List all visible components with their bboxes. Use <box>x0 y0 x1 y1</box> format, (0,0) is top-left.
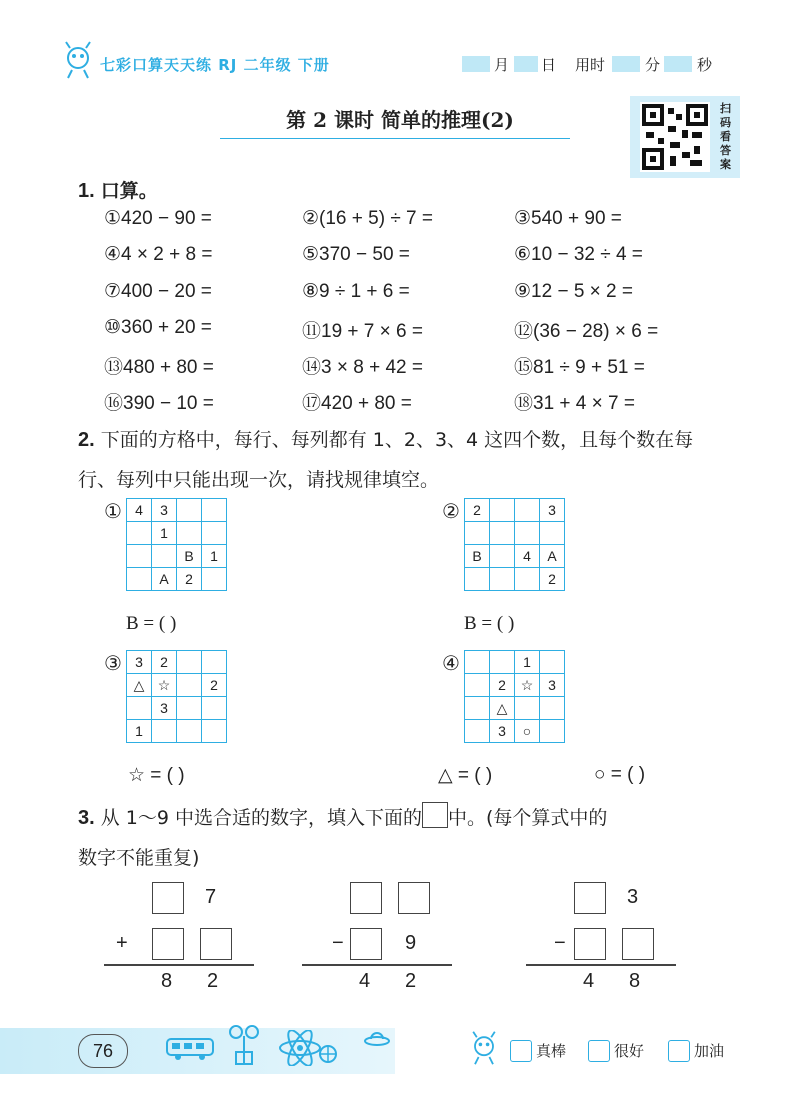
book-title: 七彩口算天天练 RJ 二年级 下册 <box>100 56 330 74</box>
digit: 9 <box>405 932 417 954</box>
grid-row <box>465 651 565 674</box>
grid-cell[interactable] <box>177 522 202 545</box>
digit-box[interactable] <box>574 882 606 914</box>
grid-cell[interactable] <box>177 720 202 743</box>
grid-cell[interactable] <box>202 499 227 522</box>
calc-item[interactable]: ⑪19 + 7 × 6 = <box>302 321 423 342</box>
day-field[interactable] <box>514 56 538 72</box>
footer-mascot-icon <box>466 1030 502 1070</box>
grid-cell[interactable] <box>177 697 202 720</box>
grid-cell[interactable]: 2 <box>177 568 202 591</box>
calc-item[interactable]: ⑰420 + 80 = <box>302 393 412 414</box>
grid-row <box>127 697 227 720</box>
grid-cell[interactable]: 3 <box>152 697 177 720</box>
grid-cell[interactable] <box>540 522 565 545</box>
seconds-label: 秒 <box>697 56 713 74</box>
result-digit: 8 <box>161 970 173 992</box>
grid-row <box>127 674 227 697</box>
grid-cell[interactable] <box>540 697 565 720</box>
calc-item[interactable]: ⑤370 − 50 = <box>302 244 410 265</box>
grid-cell[interactable] <box>152 720 177 743</box>
q3-text-line1-a: 从 1～9 中选合适的数字，填入下面的 <box>100 807 422 829</box>
grid-cell[interactable]: 3 <box>490 720 515 743</box>
calc-item[interactable]: ③540 + 90 = <box>514 208 622 229</box>
grid-row <box>465 674 565 697</box>
grid-cell[interactable] <box>540 651 565 674</box>
atom-icon <box>278 1030 322 1070</box>
grid-cell[interactable] <box>465 697 490 720</box>
grid-row <box>465 499 565 522</box>
calc-item[interactable]: ⑦400 − 20 = <box>104 281 212 302</box>
grid-row <box>465 720 565 743</box>
grid-cell[interactable] <box>490 499 515 522</box>
grid-cell[interactable]: 1 <box>202 545 227 568</box>
calc-item[interactable]: ④4 × 2 + 8 = <box>104 244 213 265</box>
title-underline <box>220 138 570 139</box>
q1-number: 1. <box>78 180 95 202</box>
plant-icon <box>226 1022 262 1070</box>
grid-cell[interactable]: 2 <box>202 674 227 697</box>
rating-label-great: 真棒 <box>536 1042 567 1060</box>
grid-cell[interactable] <box>490 568 515 591</box>
grid-cell[interactable] <box>465 720 490 743</box>
grid-cell[interactable] <box>490 651 515 674</box>
operator: − <box>332 932 344 954</box>
grid-cell[interactable]: ○ <box>515 720 540 743</box>
calc-item[interactable]: ⑮81 ÷ 9 + 51 = <box>514 357 645 378</box>
grid-row <box>465 545 565 568</box>
q3-text-line2: 数字不能重复) <box>78 847 200 869</box>
result-digit: 8 <box>629 970 641 992</box>
calc-item[interactable]: ⑫(36 − 28) × 6 = <box>514 321 659 342</box>
q1-title: 口算。 <box>100 180 158 202</box>
grid-cell[interactable] <box>202 568 227 591</box>
q2-text-line1: 下面的方格中，每行、每列都有 1、2、3、4 这四个数，且每个数在每 <box>100 429 694 451</box>
grid-row <box>127 720 227 743</box>
grid-cell[interactable]: A <box>540 545 565 568</box>
digit-box[interactable] <box>152 928 184 960</box>
grid4-label: ④ <box>442 651 460 675</box>
grid-cell[interactable]: 1 <box>515 651 540 674</box>
grid-cell[interactable] <box>202 651 227 674</box>
grid-cell[interactable] <box>177 674 202 697</box>
calc-item[interactable]: ⑩360 + 20 = <box>104 317 212 338</box>
grid-row <box>465 697 565 720</box>
grid-cell[interactable] <box>202 697 227 720</box>
digit: 7 <box>205 886 217 908</box>
grid-cell[interactable] <box>465 522 490 545</box>
q2-text <box>78 420 738 500</box>
difference-line <box>526 964 676 966</box>
operator: + <box>116 932 128 954</box>
grid-cell[interactable]: 2 <box>540 568 565 591</box>
rating-checkbox-good[interactable] <box>588 1040 610 1062</box>
grid-row <box>127 499 227 522</box>
grid-cell[interactable]: △ <box>127 674 152 697</box>
grid-row <box>127 568 227 591</box>
qr-label: 扫码看答案 <box>720 102 731 171</box>
calc-item[interactable]: ⑬480 + 80 = <box>104 357 214 378</box>
q3-text-line1-b: 中。(每个算式中的 <box>448 807 608 829</box>
ufo-icon <box>364 1030 390 1052</box>
grid-cell[interactable]: 1 <box>152 522 177 545</box>
calc-item[interactable]: ⑱31 + 4 × 7 = <box>514 393 635 414</box>
grid-cell[interactable] <box>127 697 152 720</box>
grid-row <box>465 568 565 591</box>
grid-cell[interactable]: 3 <box>127 651 152 674</box>
day-label: 日 <box>541 56 557 74</box>
grid-cell[interactable] <box>465 651 490 674</box>
qr-code-icon[interactable] <box>640 102 710 172</box>
grid-cell[interactable] <box>465 674 490 697</box>
grid-cell[interactable]: 3 <box>152 499 177 522</box>
grid1-answer[interactable]: B = ( ) <box>126 613 177 634</box>
mascot-icon <box>58 40 98 84</box>
grid-cell[interactable] <box>515 697 540 720</box>
digit-box[interactable] <box>350 928 382 960</box>
q2-text-line2: 行、每列中只能出现一次，请找规律填空。 <box>78 469 440 491</box>
grid-cell[interactable] <box>515 522 540 545</box>
result-digit: 2 <box>207 970 219 992</box>
rating-label-good: 很好 <box>614 1042 645 1060</box>
grid-cell[interactable]: 4 <box>127 499 152 522</box>
grid4-answer-circle[interactable]: ○ = ( ) <box>594 764 646 785</box>
page-number: 76 <box>78 1034 128 1068</box>
grid-cell[interactable] <box>127 568 152 591</box>
grid-row <box>127 651 227 674</box>
grid-cell[interactable] <box>465 568 490 591</box>
calc-item[interactable]: ⑭3 × 8 + 42 = <box>302 357 423 378</box>
grid-cell[interactable]: B <box>465 545 490 568</box>
rating-label-keep-going: 加油 <box>694 1042 725 1060</box>
digit-box[interactable] <box>398 882 430 914</box>
grid-cell[interactable] <box>177 651 202 674</box>
grid-cell[interactable] <box>127 545 152 568</box>
grid-row <box>127 522 227 545</box>
grid1-label: ① <box>104 499 122 523</box>
grid-cell[interactable]: ☆ <box>152 674 177 697</box>
grid-cell[interactable] <box>177 499 202 522</box>
digit: 3 <box>627 886 639 908</box>
calc-item[interactable]: ②(16 + 5) ÷ 7 = <box>302 208 433 229</box>
grid-cell[interactable] <box>202 522 227 545</box>
calc-item[interactable]: ⑯390 − 10 = <box>104 393 214 414</box>
grid-3 <box>126 650 227 743</box>
grid3-answer[interactable]: ☆ = ( ) <box>128 765 185 786</box>
operator: − <box>554 932 566 954</box>
grid-cell[interactable] <box>127 522 152 545</box>
grid-cell[interactable]: 2 <box>465 499 490 522</box>
q2-number: 2. <box>78 429 95 451</box>
month-field[interactable] <box>462 56 490 72</box>
grid-cell[interactable] <box>490 522 515 545</box>
grid2-answer[interactable]: B = ( ) <box>464 613 515 634</box>
result-digit: 4 <box>359 970 371 992</box>
sum-line <box>104 964 254 966</box>
grid-cell[interactable]: 3 <box>540 499 565 522</box>
grid-cell[interactable] <box>202 720 227 743</box>
q3-number: 3. <box>78 807 95 829</box>
calc-item[interactable]: ①420 − 90 = <box>104 208 212 229</box>
digit-box[interactable] <box>574 928 606 960</box>
grid-cell[interactable]: 2 <box>490 674 515 697</box>
grid-cell[interactable]: A <box>152 568 177 591</box>
grid-4 <box>464 650 565 743</box>
result-digit: 2 <box>405 970 417 992</box>
grid-cell[interactable]: △ <box>490 697 515 720</box>
month-label: 月 <box>494 56 510 74</box>
digit-box[interactable] <box>350 882 382 914</box>
minutes-field[interactable] <box>612 56 640 72</box>
grid3-label: ③ <box>104 651 122 675</box>
minutes-label: 分 <box>645 56 661 74</box>
grid-cell[interactable]: ☆ <box>515 674 540 697</box>
digit-box[interactable] <box>622 928 654 960</box>
bus-icon <box>166 1036 214 1066</box>
grid-cell[interactable] <box>152 545 177 568</box>
inline-box-icon <box>422 802 448 828</box>
difference-line <box>302 964 452 966</box>
calc-item[interactable]: ⑧9 ÷ 1 + 6 = <box>302 281 410 302</box>
q3-text <box>78 798 738 878</box>
rating-checkbox-great[interactable] <box>510 1040 532 1062</box>
result-digit: 4 <box>583 970 595 992</box>
seconds-field[interactable] <box>664 56 692 72</box>
grid4-answer-triangle[interactable]: △ = ( ) <box>438 765 493 786</box>
grid-cell[interactable]: 4 <box>515 545 540 568</box>
grid-cell[interactable] <box>490 545 515 568</box>
rating-checkbox-keep-going[interactable] <box>668 1040 690 1062</box>
grid-cell[interactable] <box>515 499 540 522</box>
lesson-title: 第 2 课时 简单的推理(2) <box>286 108 514 132</box>
grid-cell[interactable] <box>540 720 565 743</box>
calc-item[interactable]: ⑥10 − 32 ÷ 4 = <box>514 244 643 265</box>
grid-cell[interactable]: 2 <box>152 651 177 674</box>
calc-item[interactable]: ⑨12 − 5 × 2 = <box>514 281 633 302</box>
q1-heading <box>78 176 158 203</box>
grid2-label: ② <box>442 499 460 523</box>
grid-2 <box>464 498 565 591</box>
digit-box[interactable] <box>200 928 232 960</box>
grid-row <box>127 545 227 568</box>
ball-icon <box>318 1044 338 1068</box>
digit-box[interactable] <box>152 882 184 914</box>
grid-cell[interactable]: 1 <box>127 720 152 743</box>
time-used-label: 用时 <box>575 56 606 74</box>
grid-cell[interactable]: 3 <box>540 674 565 697</box>
grid-1 <box>126 498 227 591</box>
grid-cell[interactable] <box>515 568 540 591</box>
grid-cell[interactable]: B <box>177 545 202 568</box>
grid-row <box>465 522 565 545</box>
